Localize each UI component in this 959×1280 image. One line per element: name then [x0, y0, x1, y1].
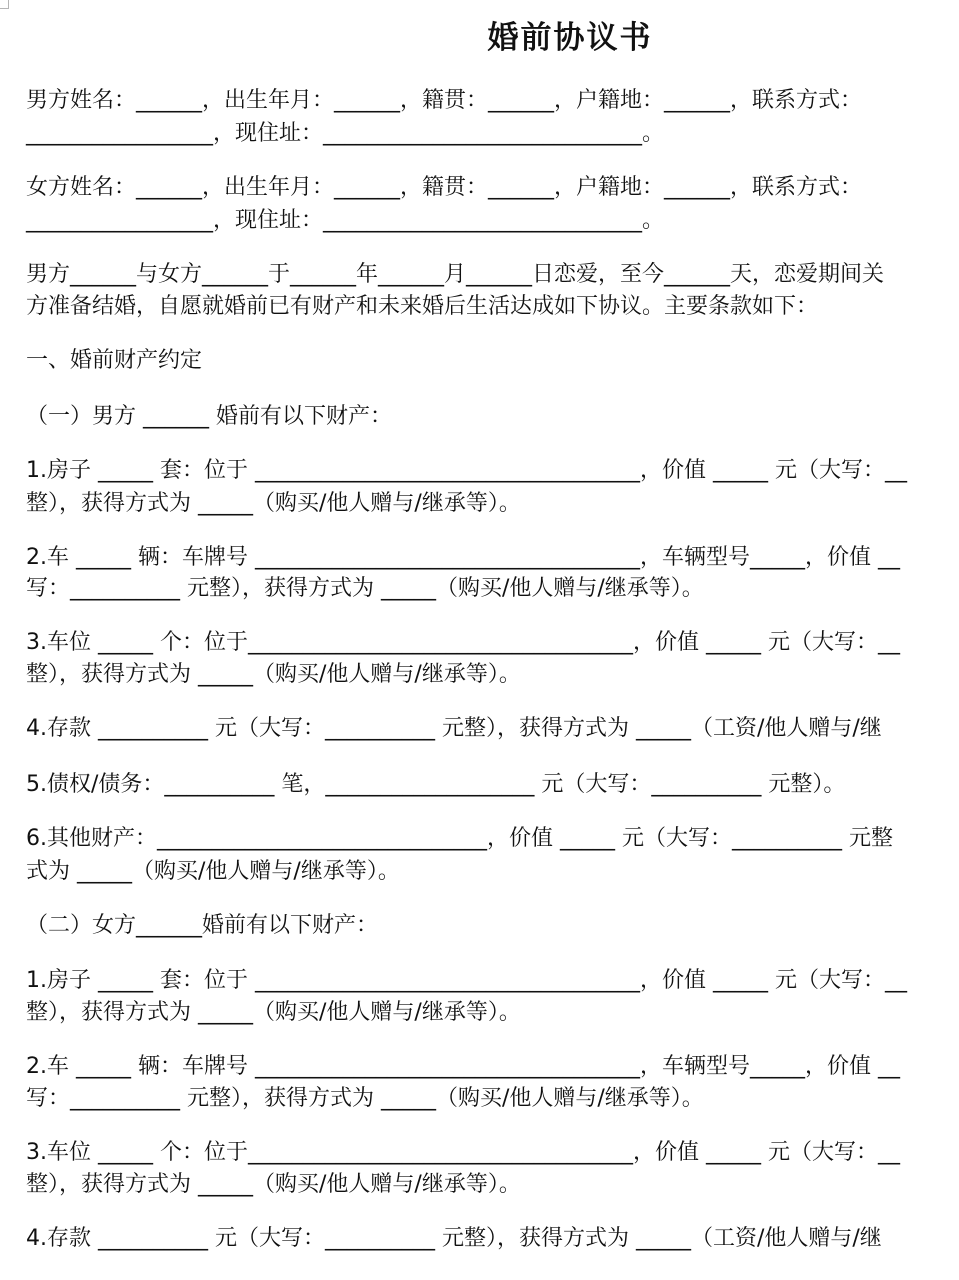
section-heading: 一、婚前财产约定 [26, 348, 203, 373]
female-car-line-2: 写：__________ 元整），获得方式为 _____（购买/他人赠与/继承等）。 [26, 1086, 704, 1111]
female-parking-line-1: 3.车位 _____ 个：位于___________________________________，价值 _____ 元（大写：__ [26, 1140, 900, 1165]
female-assets-heading: （二）女方______婚前有以下财产： [26, 913, 379, 938]
intro-line-1: 男方______与女方______于______年______月______日恋爱，至今______天，恋爱期间关 [26, 262, 885, 287]
male-info-line-1: 男方姓名：______，出生年月：______，籍贯：______，户籍地：______，联系方式： [26, 88, 863, 113]
female-house-line-2: 整），获得方式为 _____（购买/他人赠与/继承等）。 [26, 1000, 521, 1025]
male-parking-line-2: 整），获得方式为 _____（购买/他人赠与/继承等）。 [26, 662, 521, 687]
female-info-line-2: _________________，现住址：_____________________________。 [26, 208, 665, 233]
male-house-line-2: 整），获得方式为 _____（购买/他人赠与/继承等）。 [26, 491, 521, 516]
male-other-line-2: 式为 _____（购买/他人赠与/继承等）。 [26, 859, 400, 884]
male-parking-line-1: 3.车位 _____ 个：位于___________________________________，价值 _____ 元（大写：__ [26, 630, 900, 655]
female-house-line-1: 1.房子 _____ 套：位于 ___________________________________，价值 _____ 元（大写：__ [26, 968, 907, 993]
male-deposit-line: 4.存款 __________ 元（大写：__________ 元整），获得方式为 _____（工资/他人赠与/继 [26, 716, 882, 741]
male-house-line-1: 1.房子 _____ 套：位于 ___________________________________，价值 _____ 元（大写：__ [26, 458, 907, 483]
intro-line-2: 方准备结婚，自愿就婚前已有财产和未来婚后生活达成如下协议。主要条款如下： [26, 294, 819, 319]
female-car-line-1: 2.车 _____ 辆：车牌号 ___________________________________，车辆型号_____，价值 __ [26, 1054, 900, 1079]
male-debt-line: 5.债权/债务：__________ 笔，___________________ 元（大写：__________ 元整）。 [26, 772, 846, 797]
female-parking-line-2: 整），获得方式为 _____（购买/他人赠与/继承等）。 [26, 1172, 521, 1197]
female-info-line-1: 女方姓名：______，出生年月：______，籍贯：______，户籍地：______，联系方式： [26, 175, 863, 200]
male-car-line-1: 2.车 _____ 辆：车牌号 ___________________________________，车辆型号_____，价值 __ [26, 545, 900, 570]
male-car-line-2: 写：__________ 元整），获得方式为 _____（购买/他人赠与/继承等）。 [26, 576, 704, 601]
male-assets-heading: （一）男方 ______ 婚前有以下财产： [26, 404, 392, 429]
male-info-line-2: _________________，现住址：_____________________________。 [26, 121, 665, 146]
document-title: 婚前协议书 [487, 20, 653, 56]
page-corner-mark [0, 0, 9, 9]
female-deposit-line: 4.存款 __________ 元（大写：__________ 元整），获得方式为 _____（工资/他人赠与/继 [26, 1226, 882, 1251]
male-other-line-1: 6.其他财产：______________________________，价值 _____ 元（大写：__________ 元整 [26, 826, 893, 851]
